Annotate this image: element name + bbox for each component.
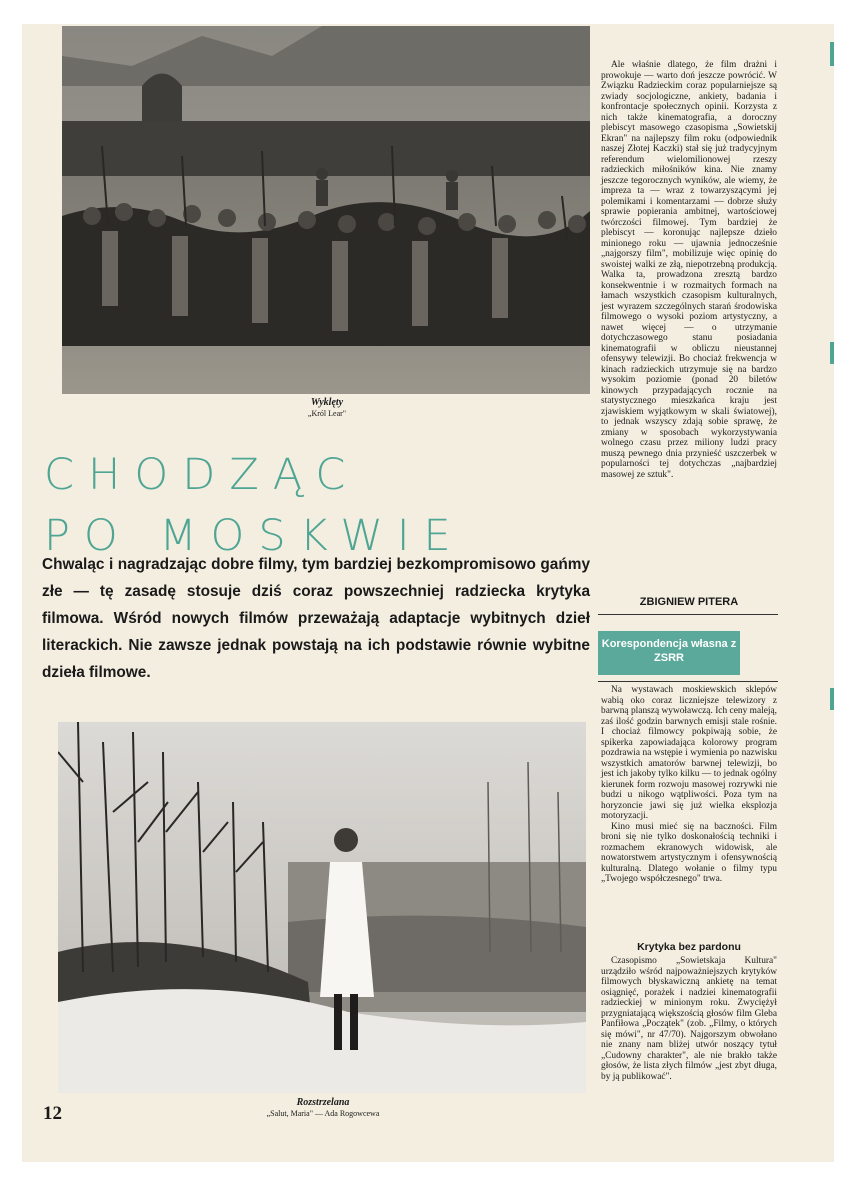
headline-line-1: CHODZĄC bbox=[44, 450, 360, 500]
paragraph: Kino musi mieć się na baczności. Film broni się nie tylko doskonałością techniki i rozmachem ekranowych widowisk, ale nowatorstwem artystycznym i ofensywnością kulturalną. Dlatego wołanie o filmy typu „Twojego współczesnego" trwa. bbox=[601, 821, 777, 884]
figure-subtitle: „Salut, Maria" — Ada Rogowcewa bbox=[266, 1109, 380, 1118]
medieval-crowd-photo bbox=[62, 26, 590, 394]
figure-caption-top bbox=[260, 397, 394, 418]
figure-subtitle: „Król Lear" bbox=[307, 409, 347, 418]
paragraph: Na wystawach moskiewskich sklepów wabią oko coraz liczniejsze telewizory z barwną planszą wywoławczą. Ich ceny maleją, zaś ilość godzin barwnych emisji stale rośnie. I chociaż filmowcy pokpiwają sobie, że spikerka zapowiadająca kolorowy program pozdrawia na wstępie i wymienia po nazwisku wszystkich amatorów barwnej telewizji, bo jest ich jakoby tylko kilku — to jednak ogólny kierunek form rozwoju masowej rozrywki nie budzi u nikogo wątpliwości. Poza tym na horyzoncie jawi się już wielka eksplozja motoryzacji. bbox=[601, 685, 777, 821]
divider bbox=[598, 681, 778, 682]
author-byline: ZBIGNIEW PITERA bbox=[639, 596, 739, 608]
edge-tab-marker bbox=[830, 42, 834, 66]
column-text-top bbox=[601, 60, 777, 590]
page-number: 12 bbox=[43, 1103, 62, 1124]
column-text-middle bbox=[601, 685, 777, 939]
lead-paragraph: Chwaląc i nagradzając dobre filmy, tym bardziej bezkompromisowo gańmy złe — tę zasadę stosuje dziś coraz powszechniej radziecka krytyka filmowa. Wśród nowych filmów przeważają adaptacje wybitnych dzieł literackich. Nie zawsze jednak powstają na ich podstawie równie wybitne dzieła filmowe. bbox=[42, 556, 590, 681]
column-text-bottom bbox=[601, 956, 777, 1136]
winter-riverbank-photo bbox=[58, 722, 586, 1093]
figure-caption-bottom bbox=[236, 1097, 410, 1118]
edge-tab-marker bbox=[830, 688, 834, 710]
paragraph: Ale właśnie dlatego, że film drażni i prowokuje — warto doń jeszcze powrócić. W Związku Radzieckim coraz popularniejsze są zwiady socjologiczne, ankiety, badania i konfrontacje społecznych opinii. Korzysta z nich także kinematografia, a doroczny plebiscyt masowego czasopisma „Sowietskij Ekran" na najlepszy film roku (odpowiednik naszej Złotej Kaczki) stał się już tradycyjnym referendum wielomilionowej rzeszy radzieckich miłośników kina. Nie znamy jeszcze tegorocznych wyników, ale wiemy, że impreza ta — wraz z towarzyszącymi jej polemikami i komentarzami — dobrze służy sprawie popierania ambitnej, wartościowej twórczości filmowej. Tym bardziej że plebiscyt — koronując najlepsze dzieło minionego roku — ujawnia jednocześnie „najgorszy film", mobilizuje więc opinię do swoistej walki ze złą, niepotrzebną produkcją. Walka ta, prowadzona zresztą bardzo konsekwentnie i w rozmaitych formach na łamach wszystkich czasopism kulturalnych, jest wyrazem szczególnych starań środowiska filmowego o wysoki poziom artystyczny, a nawet więcej — o utrzymanie dotychczasowego stanu posiadania kinematografii w obliczu nieustannej ofensywy telewizji. Bo chociaż frekwencja w kinach radzieckich utrzymuje się na bardzo wysokim poziomie (ponad 20 biletów kinowych przypadających rocznie na statystycznego mieszkańca kraju jest zjawiskiem wyjątkowym w skali światowej), to jednak wszyscy zdają sobie sprawę, że zmiany w sposobach wykorzystywania wolnego czasu przez miliony ludzi pracy muszą pewnego dnia przynieść uszczerbek w popularności tej dotychczas „najbardziej masowej ze sztuk". bbox=[601, 60, 777, 480]
figure-title: Rozstrzelana bbox=[296, 1097, 350, 1108]
edge-tab-marker bbox=[830, 342, 834, 364]
paragraph: Czasopismo „Sowietskaja Kultura" urządziło wśród najpoważniejszych krytyków filmowych błyskawiczną ankietę na temat osiągnięć, porażek i nadziei kinematografii radzieckiej w minionym roku. Zwyciężył przygniatającą większością głosów film Gleba Panfiłowa „Początek" (zob. „Filmy, o których się mówi", nr 47/70). Najgorszym obwołano nie znany nam bliżej utwór noszący tytuł „Cudowny charakter", ale nie brakło także głosów, że lista złych filmów „jest zbyt długa, by ją publikować". bbox=[601, 956, 777, 1082]
correspondence-box: Korespondencja własna z ZSRR bbox=[598, 631, 740, 675]
figure-title: Wyklęty bbox=[310, 397, 344, 408]
headline-line-2: PO MOSKWIE bbox=[44, 511, 465, 561]
divider bbox=[598, 614, 778, 615]
section-subheading: Krytyka bez pardonu bbox=[637, 941, 741, 953]
